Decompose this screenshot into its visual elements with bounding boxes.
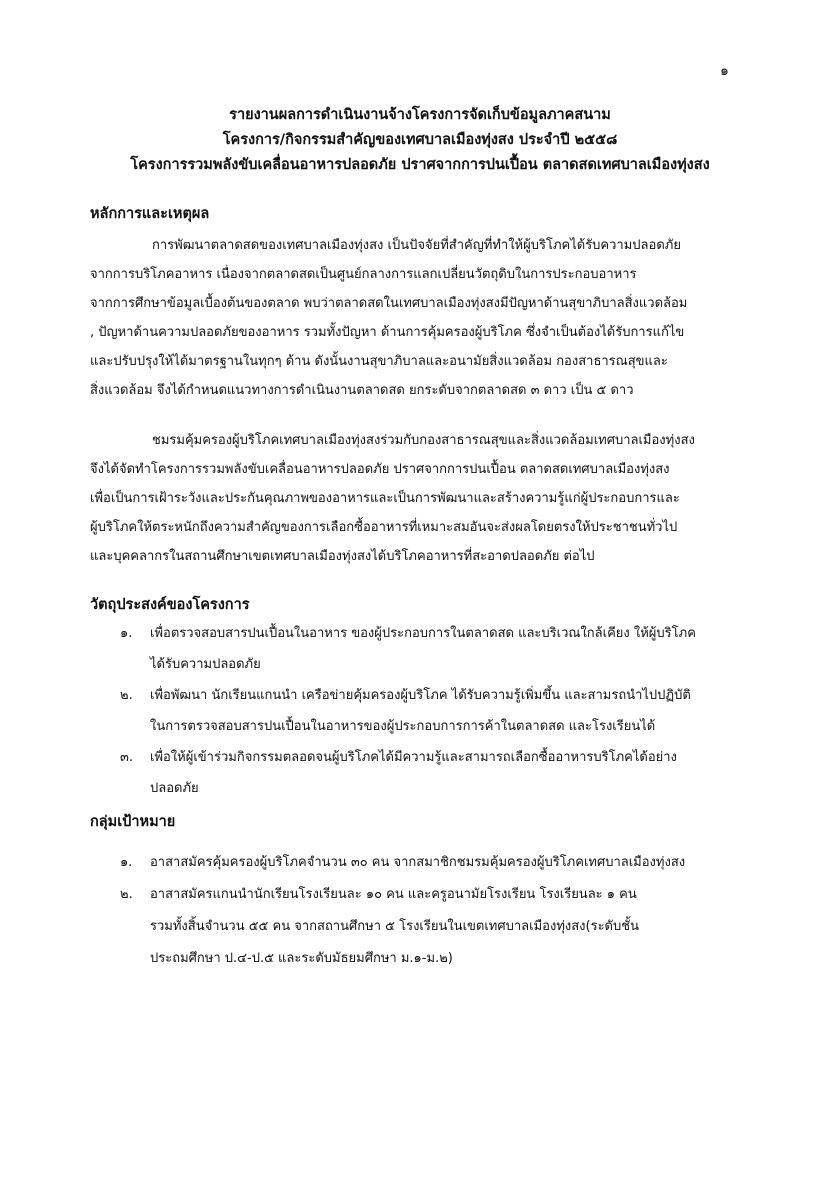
- objectives-heading: วัตถุประสงค์ของโครงการ: [90, 597, 250, 613]
- target-list: [120, 847, 750, 975]
- principles-paragraph-2: [90, 426, 742, 571]
- list-item-text: [150, 879, 750, 975]
- list-item-line: เพื่อพัฒนา นักเรียนแกนนำ เครือข่ายคุ้มครองผู้บริโภค ได้รับความรู้เพิ่มขึ้น และสามรถนำไปปฏิบัติ: [150, 688, 691, 703]
- list-item-line: ได้รับความปลอดภัย: [150, 657, 261, 672]
- paragraph-line: เพื่อเป็นการเฝ้าระวังและประกันคุณภาพของอาหารและเป็นการพัฒนาและสร้างความรู้แก่ผู้ประกอบการและ: [90, 491, 680, 506]
- list-item: [120, 879, 750, 975]
- list-item-number: ๑.: [120, 855, 133, 870]
- paragraph-line: สิ่งแวดล้อม จึงได้กำหนดแนวทางการดำเนินงานตลาดสด ยกระดับจากตลาดสด ๓ ดาว เป็น ๕ ดาว: [90, 383, 634, 398]
- paragraph-line: จากการศึกษาข้อมูลเบื้องต้นของตลาด พบว่าตลาดสดในเทศบาลเมืองทุ่งสงมีปัญหาด้านสุขาภิบาลสิ่งแวดล้อม: [90, 296, 688, 311]
- page-number: ๑: [720, 63, 729, 79]
- list-item-text: [150, 680, 750, 742]
- title-line-3: โครงการรวมพลังขับเคลื่อนอาหารปลอดภัย ปราศจากการปนเปื้อน ตลาดสดเทศบาลเมืองทุ่งสง: [130, 157, 710, 173]
- list-item: [120, 618, 750, 680]
- list-item-text: [150, 618, 750, 680]
- paragraph-line: และบุคคลากรในสถานศึกษาเขตเทศบาลเมืองทุ่งสงได้บริโภคอาหารที่สะอาดปลอดภัย ต่อไป: [90, 549, 595, 564]
- paragraph-line: และปรับปรุงให้ได้มาตรฐานในทุกๆ ด้าน ดังนั้นงานสุขาภิบาลและอนามัยสิ่งแวดล้อม กองสาธารณสุขและ: [90, 354, 668, 369]
- principles-heading: หลักการและเหตุผล: [90, 206, 210, 222]
- list-item-line: รวมทั้งสิ้นจำนวน ๕๕ คน จากสถานศึกษา ๕ โรงเรียนในเขตเทศบาลเมืองทุ่งสง(ระดับชั้น: [150, 919, 639, 934]
- paragraph-line: จึงได้จัดทำโครงการรวมพลังขับเคลื่อนอาหารปลอดภัย ปราศจากการปนเปื้อน ตลาดสดเทศบาลเมืองทุ่งสง: [90, 462, 670, 477]
- list-item-line: เพื่อให้ผู้เข้าร่วมกิจกรรมตลอดจนผู้บริโภคได้มีความรู้และสามารถเลือกซื้ออาหารบริโภคได้อย่าง: [150, 750, 677, 765]
- list-item-text: [150, 847, 750, 879]
- list-item-number: ๒.: [120, 688, 133, 703]
- paragraph-line: การพัฒนาตลาดสดของเทศบาลเมืองทุ่งสง เป็นปัจจัยที่สำคัญที่ทำให้ผู้บริโภคได้รับความปลอดภัย: [152, 238, 681, 253]
- list-item-line: อาสาสมัครแกนนำนักเรียนโรงเรียนละ ๑๐ คน และครูอนามัยโรงเรียน โรงเรียนละ ๑ คน: [150, 887, 637, 902]
- list-item: [120, 742, 750, 804]
- principles-paragraph-1: [90, 231, 742, 405]
- list-item-line: ประถมศึกษา ป.๔-ป.๕ และระดับมัธยมศึกษา ม.๑-ม.๒): [150, 951, 453, 966]
- paragraph-line: ผู้บริโภคให้ตระหนักถึงความสำคัญของการเลือกซื้ออาหารที่เหมาะสมอันจะส่งผลโดยตรงให้ประชาชนทั่วไป: [90, 520, 678, 535]
- list-item: [120, 680, 750, 742]
- title-line-1: รายงานผลการดำเนินงานจ้างโครงการจัดเก็บข้อมูลภาคสนาม: [229, 107, 611, 123]
- list-item-number: ๑.: [120, 626, 133, 641]
- title-line-2: โครงการ/กิจกรรมสำคัญของเทศบาลเมืองทุ่งสง ประจำปี ๒๕๕๘: [222, 132, 618, 148]
- document-title: [0, 103, 840, 178]
- list-item-line: อาสาสมัครคุ้มครองผู้บริโภคจำนวน ๓๐ คน จากสมาชิกชมรมคุ้มครองผู้บริโภคเทศบาลเมืองทุ่งสง: [150, 855, 686, 870]
- list-item-line: ในการตรวจสอบสารปนเปื้อนในอาหารของผู้ประกอบการการค้าในตลาดสด และโรงเรียนได้: [150, 719, 656, 734]
- list-item-text: [150, 742, 750, 804]
- objectives-list: [120, 618, 750, 804]
- target-heading: กลุ่มเป้าหมาย: [90, 814, 176, 830]
- list-item: [120, 847, 750, 879]
- paragraph-line: จากการบริโภคอาหาร เนื่องจากตลาดสดเป็นศูนย์กลางการแลกเปลี่ยนวัตถุดิบในการประกอบอาหาร: [90, 267, 637, 282]
- list-item-number: ๒.: [120, 887, 133, 902]
- list-item-line: เพื่อตรวจสอบสารปนเปื้อนในอาหาร ของผู้ประกอบการในตลาดสด และบริเวณใกล้เคียง ให้ผู้บริโภค: [150, 626, 696, 641]
- list-item-number: ๓.: [120, 750, 134, 765]
- list-item-line: ปลอดภัย: [150, 781, 199, 796]
- paragraph-line: ชมรมคุ้มครองผู้บริโภคเทศบาลเมืองทุ่งสงร่วมกับกองสาธารณสุขและสิ่งแวดล้อมเทศบาลเมืองทุ่งสง: [152, 433, 695, 448]
- paragraph-line: , ปัญหาด้านความปลอดภัยของอาหาร รวมทั้งปัญหา ด้านการคุ้มครองผู้บริโภค ซึ่งจำเป็นต้องได้รับการแก้ไข: [90, 325, 685, 340]
